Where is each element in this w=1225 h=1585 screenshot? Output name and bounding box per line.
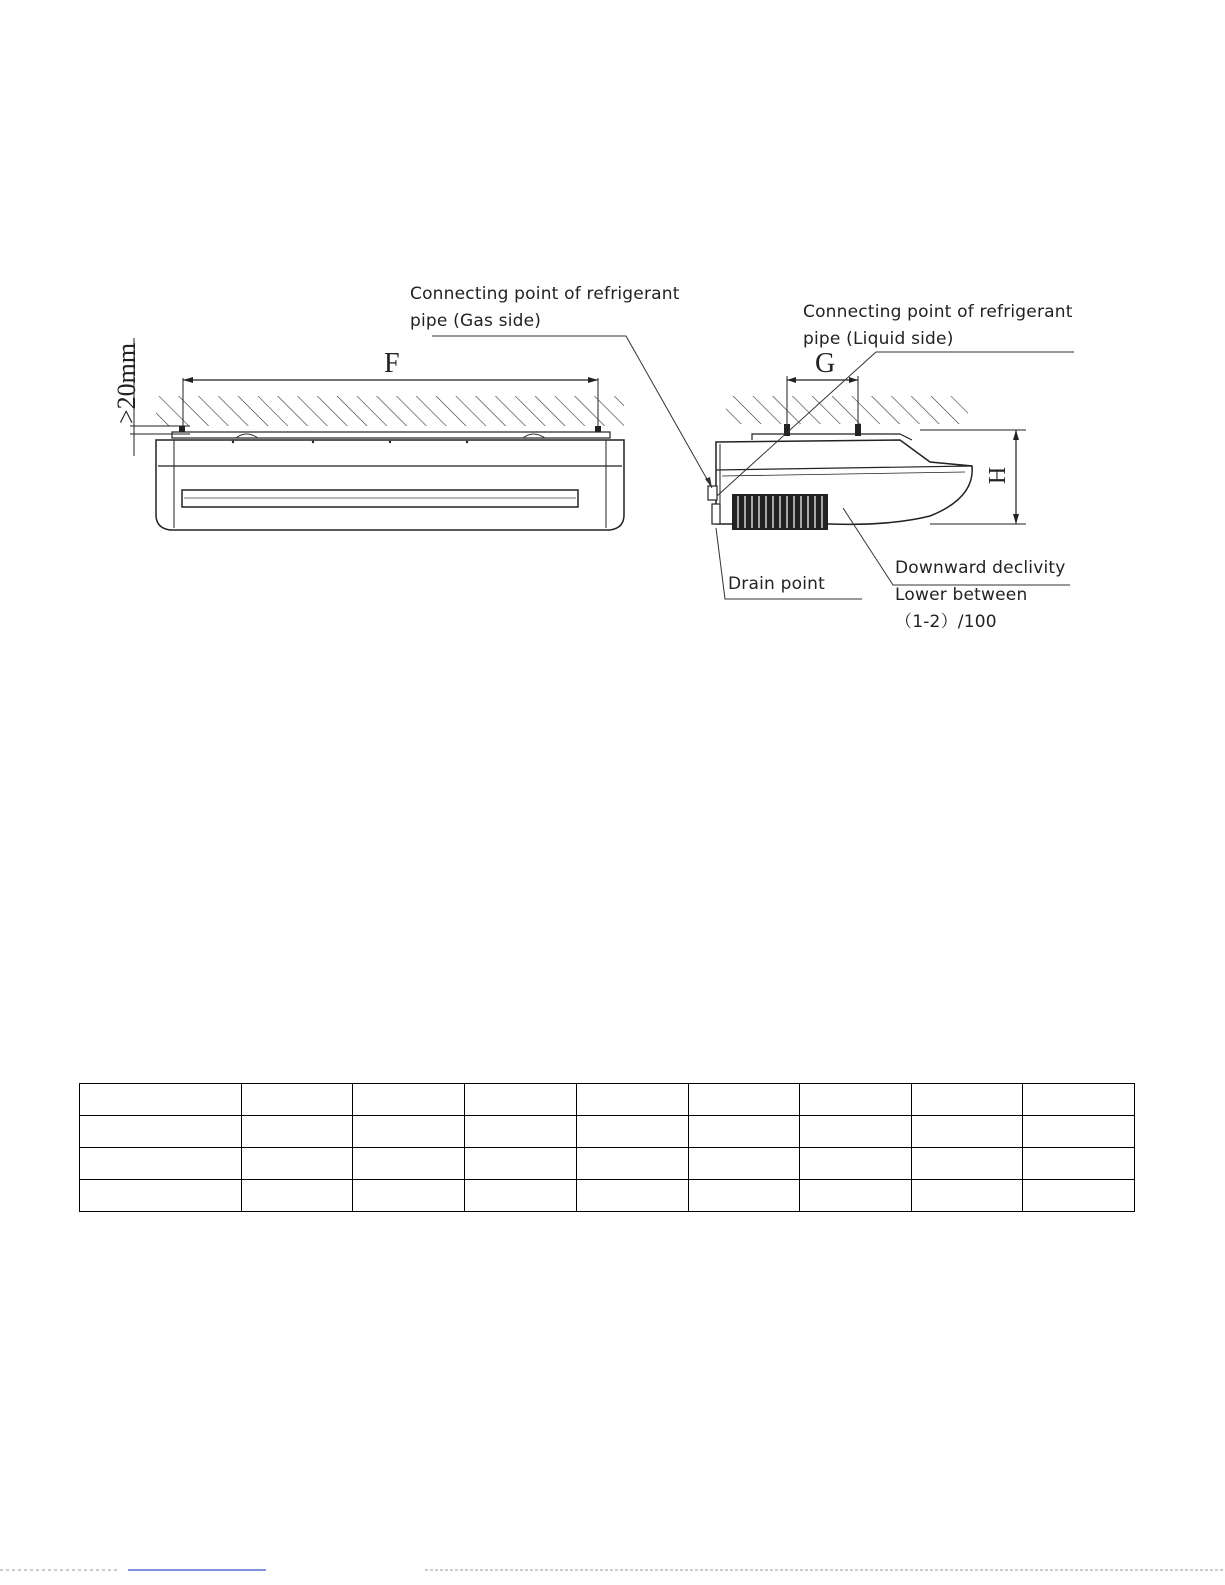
table-cell	[577, 1148, 689, 1180]
ceiling-hatch-side	[726, 396, 968, 424]
table-cell	[800, 1180, 912, 1212]
table-cell	[1023, 1148, 1135, 1180]
table-cell	[1023, 1180, 1135, 1212]
table-cell	[577, 1116, 689, 1148]
table-cell	[242, 1148, 353, 1180]
table-cell	[353, 1116, 465, 1148]
table-cell	[242, 1116, 353, 1148]
dimension-label-clearance: >20mm	[112, 342, 141, 424]
table-cell	[912, 1180, 1023, 1212]
label-drain-point: Drain point	[728, 574, 825, 594]
table-cell	[800, 1084, 912, 1116]
table-cell	[465, 1180, 577, 1212]
table-cell	[80, 1084, 242, 1116]
spec-table	[79, 1083, 1135, 1212]
air-outlet	[182, 490, 578, 507]
table-cell	[689, 1116, 800, 1148]
dimension-label-f: F	[384, 348, 400, 379]
label-liquid-side: Connecting point of refrigerant pipe (Liquid side)	[803, 302, 1073, 349]
front-view	[130, 338, 624, 530]
dimension-label-g: G	[815, 348, 836, 379]
label-declivity: Downward declivity Lower between （1-2）/100	[895, 558, 1066, 632]
table-cell	[465, 1148, 577, 1180]
table-cell	[353, 1148, 465, 1180]
table-cell	[800, 1116, 912, 1148]
table-cell	[242, 1180, 353, 1212]
footer-rule	[0, 1566, 1225, 1576]
table-cell	[242, 1084, 353, 1116]
unit-body-front	[156, 440, 624, 530]
table-cell	[1023, 1116, 1135, 1148]
table-cell	[80, 1116, 242, 1148]
table-cell	[353, 1180, 465, 1212]
table-row	[80, 1084, 1135, 1116]
table-cell	[689, 1084, 800, 1116]
table-cell	[465, 1084, 577, 1116]
table-cell	[912, 1148, 1023, 1180]
table-cell	[577, 1180, 689, 1212]
table-row	[80, 1180, 1135, 1212]
label-gas-side: Connecting point of refrigerant pipe (Gas side)	[410, 284, 680, 331]
table-cell	[912, 1084, 1023, 1116]
table-cell	[577, 1084, 689, 1116]
table-cell	[80, 1180, 242, 1212]
table-row	[80, 1148, 1135, 1180]
ceiling-hatch-front	[156, 396, 624, 426]
table-cell	[1023, 1084, 1135, 1116]
dimension-label-h: H	[985, 466, 1012, 485]
table-cell	[800, 1148, 912, 1180]
table-row	[80, 1116, 1135, 1148]
table-cell	[80, 1148, 242, 1180]
table-cell	[689, 1180, 800, 1212]
table-cell	[912, 1116, 1023, 1148]
table-cell	[689, 1148, 800, 1180]
table-cell	[353, 1084, 465, 1116]
table-cell	[465, 1116, 577, 1148]
